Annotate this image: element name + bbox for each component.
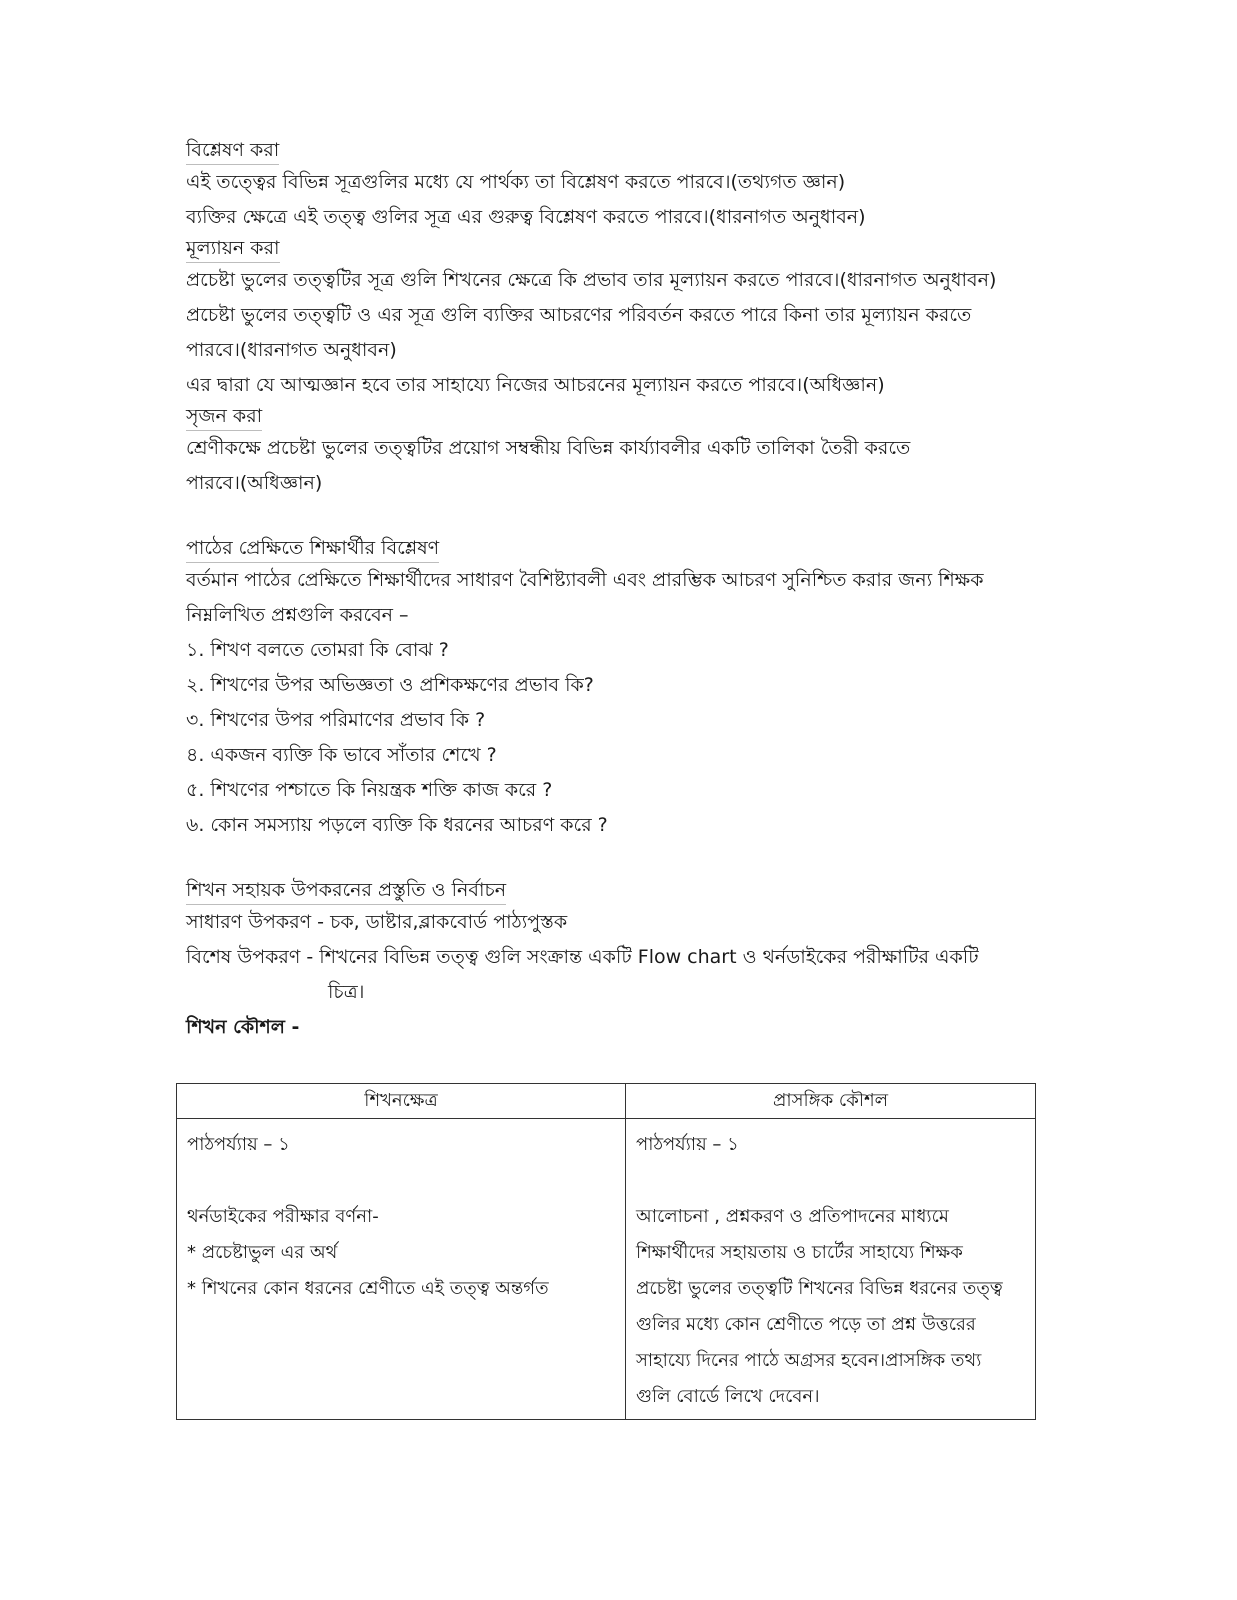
strategy-line: প্রচেষ্টা ভুলের তত্ত্বটি শিখনের বিভিন্ন ধরনের তত্ত্ব <box>636 1278 1003 1299</box>
creation-section <box>186 403 1046 501</box>
question-item: ৪. একজন ব্যক্তি কি ভাবে সাঁতার শেখে ? <box>186 744 497 766</box>
table-header-strategy: প্রাসঙ্গিক কৌশল <box>626 1084 1036 1119</box>
analysis-heading: বিশ্লেষণ করা <box>186 137 279 165</box>
special-materials-line-2: চিত্র। <box>328 981 365 1003</box>
evaluation-line-3: পারবে।(ধারনাগত অনুধাবন) <box>186 339 397 361</box>
strategy-line: শিক্ষার্থীদের সহায়তায় ও চার্টের সাহায্যে শিক্ষক <box>636 1242 963 1263</box>
evaluation-section <box>186 235 1046 403</box>
table-row <box>177 1119 1036 1420</box>
analysis-line-1: এই তত্ত্বের বিভিন্ন সূত্রগুলির মধ্যে যে পার্থক্য তা বিশ্লেষণ করতে পারবে।(তথ্যগত জ্ঞান) <box>186 171 846 193</box>
question-item: ১. শিখণ বলতে তোমরা কি বোঝ ? <box>186 639 449 661</box>
learner-intro-line-2: নিম্নলিখিত প্রশ্নগুলি করবেন – <box>186 604 409 626</box>
table-header-learning-area: শিখনক্ষেত্র <box>177 1084 626 1119</box>
creation-line-1: শ্রেণীকক্ষে প্রচেষ্টা ভুলের তত্ত্বটির প্রয়োগ সম্বন্ধীয় বিভিন্ন কার্য্যাবলীর একটি তালিকা তৈরী করতে <box>186 437 911 459</box>
general-materials-line: সাধারণ উপকরণ - চক, ডাষ্টার,ব্লাকবোর্ড পাঠ্যপুস্তক <box>186 911 568 933</box>
materials-section <box>186 877 1046 1010</box>
strategy-line: গুলি বোর্ডে লিখে দেবেন। <box>636 1386 820 1407</box>
strategy-line: সাহায্যে দিনের পাঠে অগ্রসর হবেন।প্রাসঙ্গিক তথ্য <box>636 1350 982 1371</box>
creation-heading: সৃজন করা <box>186 403 262 431</box>
analysis-section <box>186 137 1046 235</box>
learner-analysis-section <box>186 535 1046 843</box>
strategy-heading: শিখন কৌশল - <box>186 1016 300 1038</box>
strategy-line: আলোচনা , প্রশ্নকরণ ও প্রতিপাদনের মাধ্যমে <box>636 1206 949 1227</box>
question-item: ৬. কোন সমস্যায় পড়লে ব্যক্তি কি ধরনের আচরণ করে ? <box>186 814 608 836</box>
learning-area-line: * প্রচেষ্টাভুল এর অর্থ <box>187 1242 338 1263</box>
strategy-table <box>176 1083 1036 1420</box>
phase-label: পাঠপর্য্যায় – ১ <box>187 1134 290 1155</box>
learning-area-line: থর্নডাইকের পরীক্ষার বর্ণনা- <box>187 1206 379 1227</box>
learner-intro-line-1: বর্তমান পাঠের প্রেক্ষিতে শিক্ষার্থীদের সাধারণ বৈশিষ্ট্যাবলী এবং প্রারম্ভিক আচরণ সুনিশ্চিত করার জন্য শিক্ষক <box>186 569 984 591</box>
materials-heading: শিখন সহায়ক উপকরনের প্রস্তুতি ও নির্বাচন <box>186 877 506 905</box>
evaluation-line-4: এর দ্বারা যে আত্মজ্ঞান হবে তার সাহায্যে নিজের আচরনের মূল্যায়ন করতে পারবে।(অধিজ্ঞান) <box>186 374 885 396</box>
strategy-section <box>186 1010 1046 1045</box>
analysis-line-2: ব্যক্তির ক্ষেত্রে এই তত্ত্ব গুলির সূত্র এর গুরুত্ব বিশ্লেষণ করতে পারবে।(ধারনাগত অনুধাবন) <box>186 206 866 228</box>
learning-area-cell <box>177 1119 626 1420</box>
special-materials-line-1: বিশেষ উপকরণ - শিখনের বিভিন্ন তত্ত্ব গুলি সংক্রান্ত একটি Flow chart ও থর্নডাইকের পরীক্ষাটির একটি <box>186 946 979 968</box>
strategy-cell <box>626 1119 1036 1420</box>
table-header-row <box>177 1084 1036 1119</box>
learning-area-line: * শিখনের কোন ধরনের শ্রেণীতে এই তত্ত্ব অন্তর্গত <box>187 1278 549 1299</box>
evaluation-heading: মূল্যায়ন করা <box>186 235 280 263</box>
learner-analysis-heading: পাঠের প্রেক্ষিতে শিক্ষার্থীর বিশ্লেষণ <box>186 535 439 563</box>
phase-label: পাঠপর্য্যায় – ১ <box>636 1134 739 1155</box>
question-item: ৩. শিখণের উপর পরিমাণের প্রভাব কি ? <box>186 709 486 731</box>
question-item: ৫. শিখণের পশ্চাতে কি নিয়ন্ত্রক শক্তি কাজ করে ? <box>186 779 553 801</box>
evaluation-line-2: প্রচেষ্টা ভুলের তত্ত্বটি ও এর সূত্র গুলি ব্যক্তির আচরণের পরিবর্তন করতে পারে কিনা তার মূল্যায়ন করতে <box>186 304 972 326</box>
creation-line-2: পারবে।(অধিজ্ঞান) <box>186 472 323 494</box>
strategy-line: গুলির মধ্যে কোন শ্রেণীতে পড়ে তা প্রশ্ন উত্তরের <box>636 1314 976 1335</box>
evaluation-line-1: প্রচেষ্টা ভুলের তত্ত্বটির সূত্র গুলি শিখনের ক্ষেত্রে কি প্রভাব তার মূল্যায়ন করতে পারবে।(ধারনাগত অনুধাবন) <box>186 269 997 291</box>
document-body <box>186 137 1046 1045</box>
question-item: ২. শিখণের উপর অভিজ্ঞতা ও প্রশিকক্ষণের প্রভাব কি? <box>186 674 594 696</box>
